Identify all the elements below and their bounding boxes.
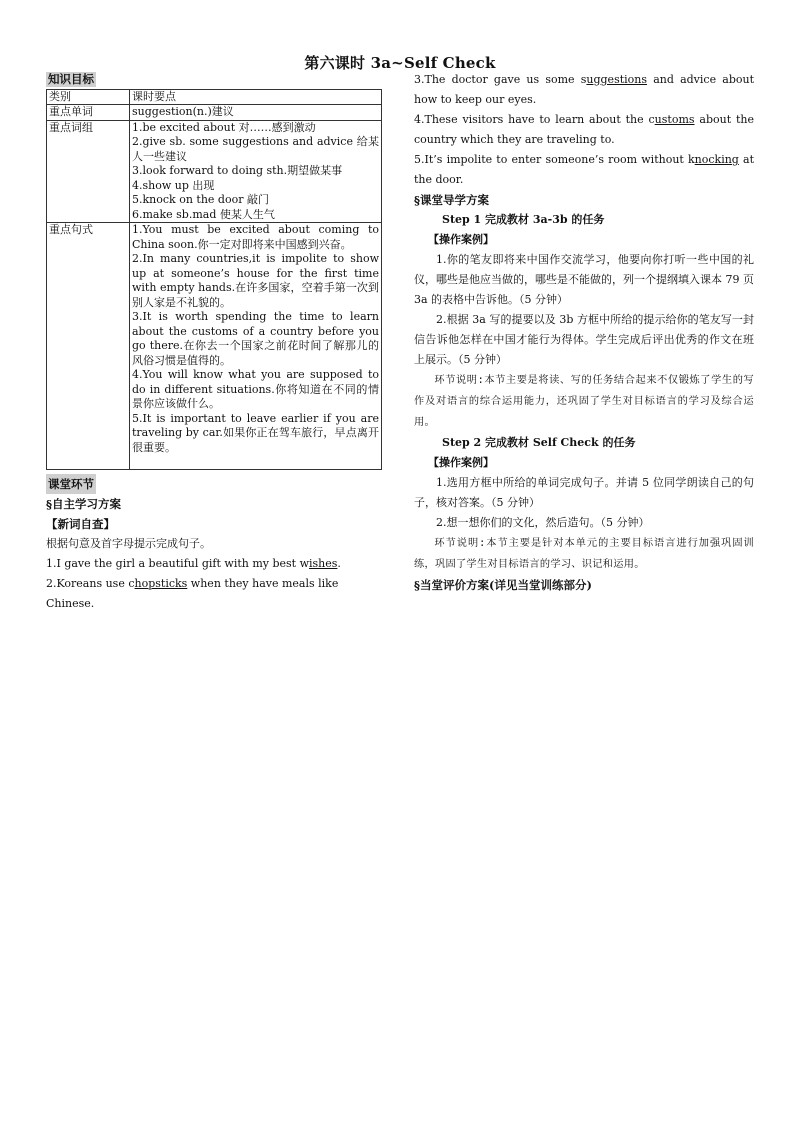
header-points: 课时要点: [130, 89, 382, 105]
step-2-paragraph-2: 2.想一想你们的文化，然后造句。（5 分钟）: [436, 516, 650, 529]
row-line: 1.be excited about 对……感到激动: [132, 120, 316, 134]
knowledge-table: [46, 89, 382, 471]
row-line: suggestion(n.)建议: [132, 105, 234, 118]
table-header-row: [47, 89, 382, 105]
row-line: 5.It is important to leave earlier if you are traveling by car.如果你正在驾车旅行，早点离开很重要。: [132, 411, 379, 454]
question-2: 2.Koreans use chopsticks when they have meals like Chinese.: [46, 577, 339, 610]
row-line: 3.It is worth spending the time to learn about the customs of a country before you go there.在你去一个国家之前花时间了解那儿的风俗习惯是值得的。: [132, 310, 379, 367]
row-category: 重点词组: [47, 120, 130, 223]
row-category: 重点单词: [47, 105, 130, 121]
row-content: [130, 120, 382, 223]
row-line: 2.give sb. some suggestions and advice 给某人一些建议: [132, 135, 379, 163]
step-1-paragraph-2: 2.根据 3a 写的提要以及 3b 方框中所给的提示给你的笔友写一封信告诉他怎样在中国才能行为得体。学生完成后评出优秀的作文在班上展示。（5 分钟）: [414, 313, 754, 366]
table-row: [47, 120, 382, 223]
case-heading-1: 【操作案例】: [428, 233, 494, 246]
evaluation-heading: §当堂评价方案(详见当堂训练部分): [414, 578, 592, 592]
row-line: 1.You must be excited about coming to China soon.你一定对即将来中国感到兴奋。: [132, 223, 379, 251]
right-column: [414, 70, 754, 595]
row-line: 2.In many countries,it is impolite to show up at someone’s house for the first time with empty hands.在许多国家，空着手第一次到别人家是不礼貌的。: [132, 252, 379, 309]
row-content: [130, 223, 382, 470]
step-2-note: 环节说明:本节主要是针对本单元的主要目标语言进行加强巩固训练，巩固了学生对目标语言的学习、识记和运用。: [414, 538, 754, 570]
row-line: 5.knock on the door 敲门: [132, 193, 269, 206]
answer-blank: ishes: [309, 557, 338, 570]
question-5: 5.It’s impolite to enter someone’s room without knocking at the door.: [414, 153, 754, 186]
row-line: 4.show up 出现: [132, 178, 215, 192]
question-3: 3.The doctor gave us some suggestions and advice about how to keep our eyes.: [414, 73, 754, 106]
class-heading: 课堂环节: [46, 474, 96, 494]
step-1-paragraph-1: 1.你的笔友即将来中国作交流学习，他要向你打听一些中国的礼仪，哪些是他应当做的，哪些是不能做的，列一个提纲填入课本 79 页 3a 的表格中告诉他。（5 分钟）: [414, 253, 754, 306]
question-1: 1.I gave the girl a beautiful gift with my best wishes.: [46, 557, 341, 570]
step-2-paragraph-1: 1.选用方框中所给的单词完成句子。并请 5 位同学朗读自己的句子，核对答案。（5 分钟）: [414, 476, 754, 509]
new-words-heading: 【新词自查】: [46, 517, 115, 531]
row-line: 3.look forward to doing sth.期望做某事: [132, 164, 343, 177]
row-line: 6.make sb.mad 使某人生气: [132, 207, 275, 221]
answer-blank: ustoms: [654, 113, 695, 126]
page-title: 第六课时 3a~Self Check: [304, 54, 496, 72]
step-1-heading: Step 1 完成教材 3a-3b 的任务: [442, 213, 605, 226]
header-category: 类别: [47, 89, 130, 105]
guide-heading: §课堂导学方案: [414, 193, 490, 207]
row-category: 重点句式: [47, 223, 130, 470]
table-row: [47, 223, 382, 470]
question-4: 4.These visitors have to learn about the customs about the country which they are traveling to.: [414, 113, 754, 146]
case-heading-2: 【操作案例】: [428, 456, 494, 469]
answer-blank: nocking: [694, 153, 739, 166]
answer-blank: hopsticks: [134, 577, 188, 590]
knowledge-heading: 知识目标: [48, 72, 94, 86]
instruction-text: 根据句意及首字母提示完成句子。: [46, 537, 211, 550]
step-1-note: 环节说明:本节主要是将读、写的任务结合起来不仅锻炼了学生的写作及对语言的综合运用能力，还巩固了学生对目标语言的学习及综合运用。: [414, 375, 754, 428]
row-line: 4.You will know what you are supposed to do in different situations.你将知道在不同的情景你应该做什么。: [132, 368, 379, 410]
step-2-heading: Step 2 完成教材 Self Check 的任务: [442, 436, 636, 449]
answer-blank: uggestions: [586, 73, 648, 86]
row-content: [130, 105, 382, 121]
table-row: [47, 105, 382, 121]
self-study-heading: §自主学习方案: [46, 497, 122, 511]
left-column: [46, 72, 382, 614]
